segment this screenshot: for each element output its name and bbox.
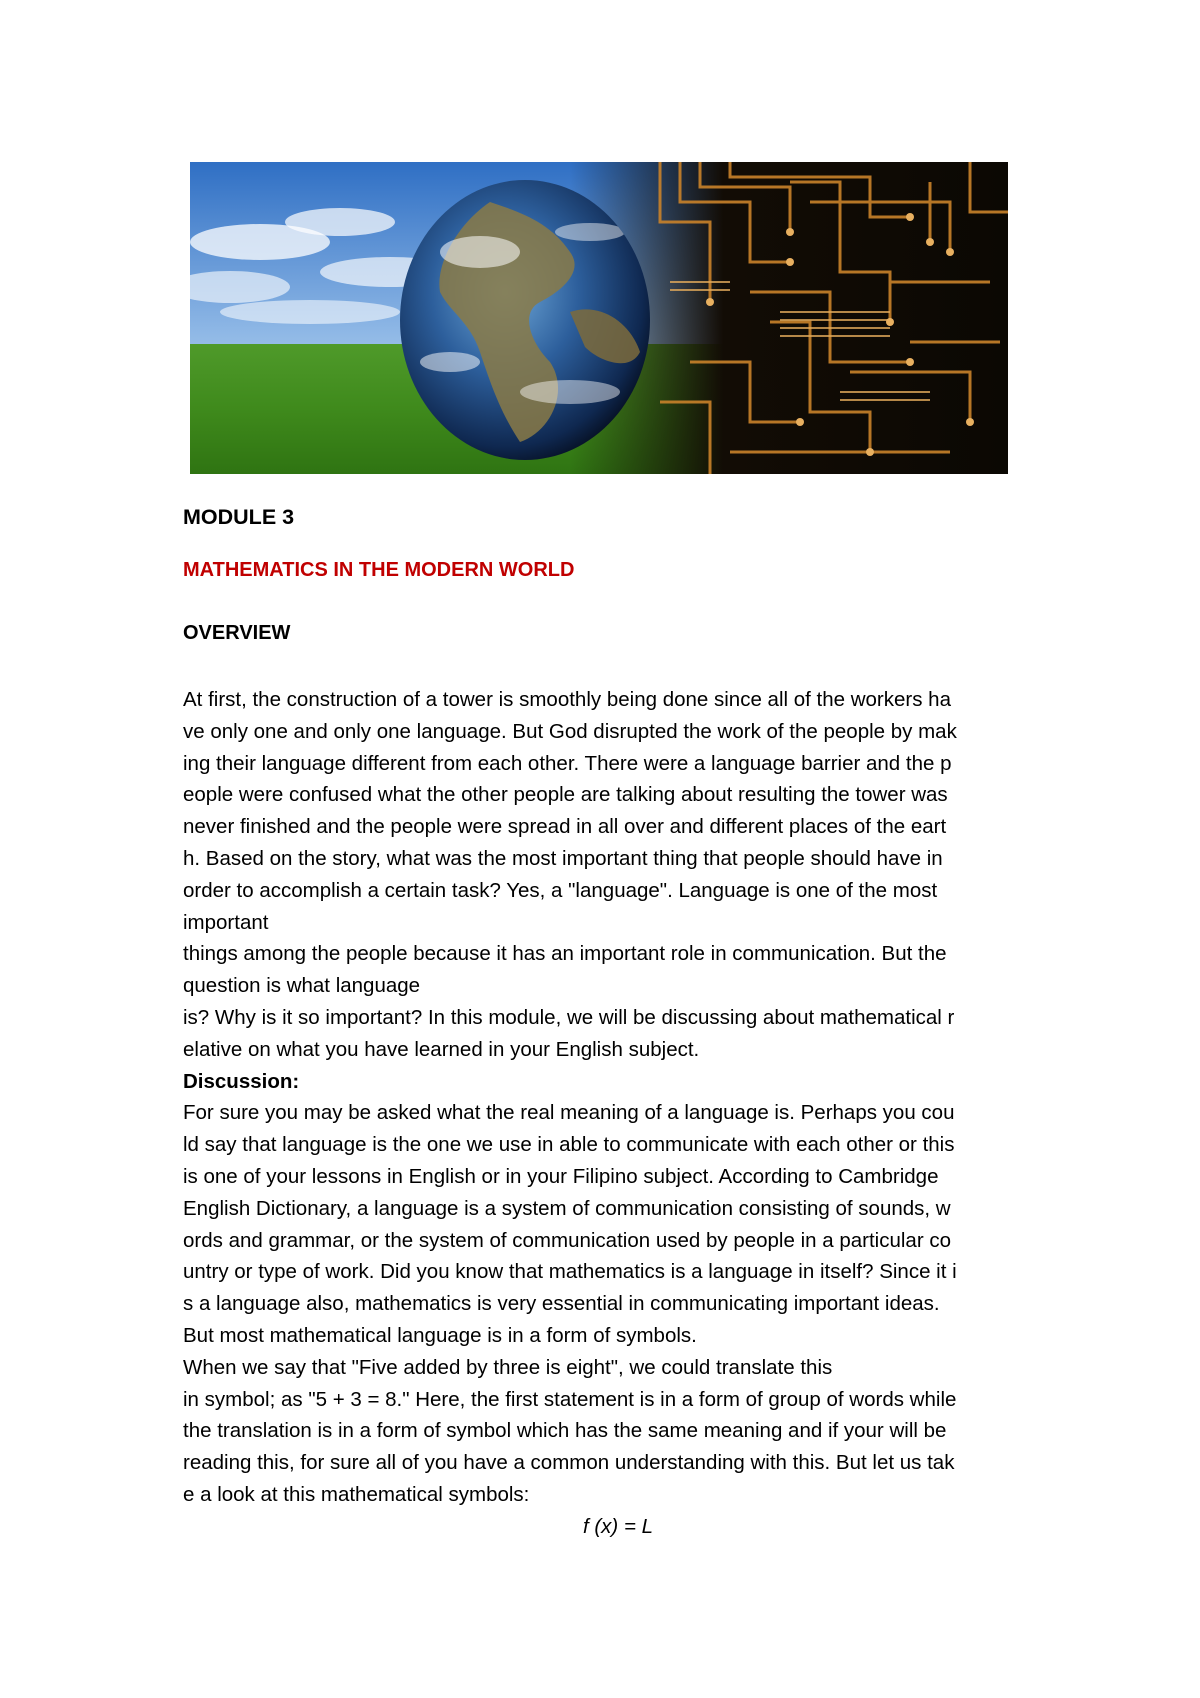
discussion-line: English Dictionary, a language is a system of communication consisting of sounds, w	[183, 1196, 951, 1220]
discussion-heading: Discussion:	[183, 1069, 300, 1093]
overview-line: h. Based on the story, what was the most important thing that people should have in	[183, 846, 943, 870]
discussion-line: For sure you may be asked what the real meaning of a language is. Perhaps you cou	[183, 1101, 955, 1125]
discussion-line: When we say that "Five added by three is eight", we could translate this	[183, 1355, 833, 1379]
overview-line: order to accomplish a certain task? Yes, a "language". Language is one of the most	[183, 878, 938, 902]
discussion-line: But most mathematical language is in a form of symbols.	[183, 1323, 697, 1347]
module-label: MODULE 3	[183, 505, 295, 529]
math-formula: f (x) = L	[582, 1514, 654, 1538]
overview-line: At first, the construction of a tower is smoothly being done since all of the workers ha	[183, 688, 951, 711]
discussion-line: in symbol; as "5 + 3 = 8." Here, the first statement is in a form of group of words while	[183, 1387, 957, 1411]
document-content	[183, 500, 1033, 1538]
overview-line: ve only one and only one language. But God disrupted the work of the people by mak	[183, 719, 957, 743]
discussion-line: untry or type of work. Did you know that mathematics is a language in itself? Since it i	[183, 1260, 957, 1284]
discussion-line: ld say that language is the one we use in able to communicate with each other or this	[183, 1133, 955, 1157]
course-title: MATHEMATICS IN THE MODERN WORLD	[183, 559, 575, 581]
body-text	[183, 684, 1033, 1543]
overview-line: question is what language	[183, 974, 421, 998]
discussion-line: reading this, for sure all of you have a common understanding with this. But let us tak	[183, 1451, 955, 1475]
discussion-line: is one of your lessons in English or in your Filipino subject. According to Cambridge	[183, 1164, 939, 1188]
overview-line: ing their language different from each other. There were a language barrier and the p	[183, 751, 952, 775]
overview-heading: OVERVIEW	[183, 622, 291, 644]
overview-line: eople were confused what the other people are talking about resulting the tower was	[183, 783, 948, 807]
discussion-line: ords and grammar, or the system of communication used by people in a particular co	[183, 1228, 951, 1252]
overview-line: never finished and the people were spread in all over and different places of the eart	[183, 815, 947, 839]
overview-line: important	[183, 910, 269, 934]
discussion-line: the translation is in a form of symbol which has the same meaning and if your will be	[183, 1419, 947, 1443]
overview-line: elative on what you have learned in your English subject.	[183, 1037, 700, 1061]
overview-line: is? Why is it so important? In this module, we will be discussing about mathematical r	[183, 1005, 955, 1029]
discussion-line: s a language also, mathematics is very essential in communicating important ideas.	[183, 1292, 940, 1316]
discussion-line: e a look at this mathematical symbols:	[183, 1482, 530, 1506]
overview-line: things among the people because it has an important role in communication. But the	[183, 942, 947, 966]
earth-circuit-banner-image	[190, 162, 1008, 474]
